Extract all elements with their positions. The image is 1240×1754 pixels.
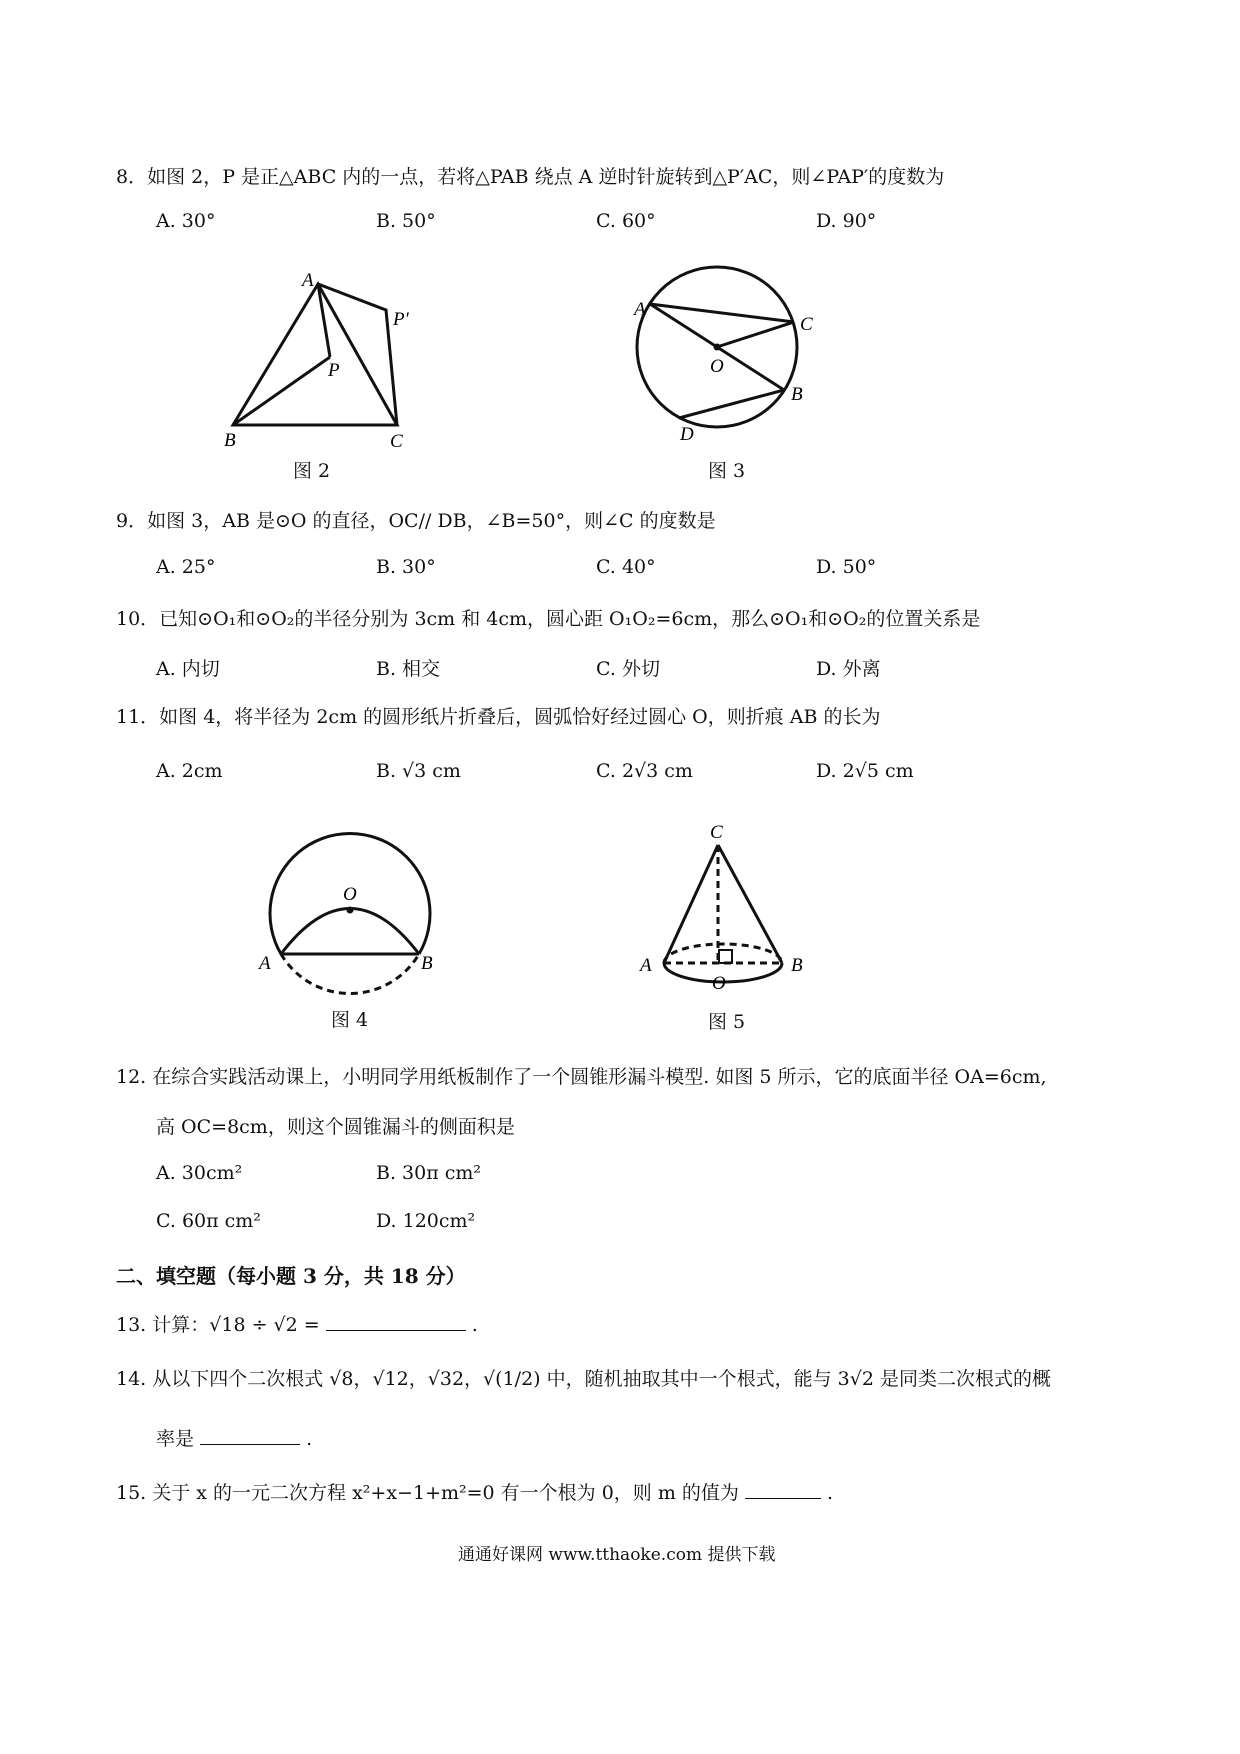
question-13: [116, 1310, 478, 1337]
segment-oc: [717, 322, 794, 347]
question-10-option-a: A. 内切: [156, 658, 220, 680]
figure-3-caption: 图 3: [708, 460, 746, 482]
fig2-label-b: B: [224, 430, 236, 451]
question-9-option-a: A. 25°: [156, 556, 216, 578]
footer-source: 通通好课网 www.tthaoke.com 提供下载: [458, 1545, 776, 1565]
question-12-option-d: D. 120cm²: [376, 1210, 476, 1232]
question-11-option-a: A. 2cm: [156, 760, 223, 782]
question-8-option-a: A. 30°: [156, 210, 216, 232]
figure-5-diagram: [664, 845, 782, 982]
segment-db: [679, 390, 784, 418]
question-11-option-b: B. √3 cm: [376, 760, 461, 782]
question-8-option-d: D. 90°: [816, 210, 877, 232]
figure-4-diagram: [270, 834, 430, 994]
fig2-label-p-prime: P′: [393, 309, 409, 330]
fig3-label-b: B: [791, 384, 803, 405]
fig4-label-o: O: [343, 884, 357, 905]
fig3-label-c: C: [800, 314, 813, 335]
question-13-period: .: [471, 1314, 478, 1336]
question-8-option-c: C. 60°: [596, 210, 656, 232]
right-angle-mark: [719, 950, 732, 963]
question-13-text: 13. 计算：√18 ÷ √2 =: [116, 1314, 320, 1336]
question-11-option-c: C. 2√3 cm: [596, 760, 693, 782]
center-dot-o: [714, 344, 721, 351]
question-14-answer-blank: [200, 1444, 300, 1445]
question-12-line-2: 高 OC=8cm，则这个圆锥漏斗的侧面积是: [156, 1116, 515, 1138]
question-14-period: .: [306, 1428, 313, 1450]
question-15: [116, 1478, 833, 1505]
fig3-label-o: O: [710, 356, 724, 377]
question-9-option-c: C. 40°: [596, 556, 656, 578]
question-11-text: 11．如图 4，将半径为 2cm 的圆形纸片折叠后，圆弧恰好经过圆心 O，则折痕 AB 的长为: [116, 706, 881, 728]
base-back-dashed: [664, 944, 782, 963]
fig5-label-o: O: [712, 973, 726, 994]
question-15-text: 15. 关于 x 的一元二次方程 x²+x−1+m²=0 有一个根为 0，则 m 的值为: [116, 1482, 739, 1504]
fig2-label-p: P: [328, 360, 340, 381]
question-8-text: 8．如图 2，P 是正△ABC 内的一点，若将△PAB 绕点 A 逆时针旋转到△P′AC，则∠PAP′的度数为: [116, 166, 945, 188]
fig4-center-dot: [347, 907, 354, 914]
question-9-option-d: D. 50°: [816, 556, 877, 578]
fig5-label-b: B: [791, 955, 803, 976]
figure-4-caption: 图 4: [331, 1009, 369, 1031]
question-13-answer-blank: [326, 1330, 466, 1331]
figure-5-caption: 图 5: [708, 1011, 746, 1033]
question-10-text: 10．已知⊙O₁和⊙O₂的半径分别为 3cm 和 4cm，圆心距 O₁O₂=6cm，那么⊙O₁和⊙O₂的位置关系是: [116, 608, 981, 630]
section-2-title: 二、填空题（每小题 3 分，共 18 分）: [116, 1264, 466, 1288]
segment-pb: [233, 357, 330, 425]
question-12-option-c: C. 60π cm²: [156, 1210, 261, 1232]
fig2-label-c: C: [390, 431, 403, 452]
circle-lower-arc-dashed: [281, 954, 419, 994]
question-14-text: 率是: [156, 1428, 195, 1450]
folded-arc: [281, 909, 419, 955]
fig3-label-d: D: [680, 424, 694, 445]
figure-2-diagram: [233, 284, 397, 425]
fig4-label-a: A: [259, 953, 271, 974]
figure-2-caption: 图 2: [293, 460, 331, 482]
fig2-label-a: A: [302, 270, 314, 291]
question-9-text: 9．如图 3，AB 是⊙O 的直径，OC// DB，∠B=50°，则∠C 的度数是: [116, 510, 716, 532]
question-11-option-d: D. 2√5 cm: [816, 760, 914, 782]
fig3-label-a: A: [634, 299, 646, 320]
question-9-option-b: B. 30°: [376, 556, 436, 578]
question-10-option-c: C. 外切: [596, 658, 660, 680]
slant-cb: [718, 845, 782, 963]
question-12-option-a: A. 30cm²: [156, 1162, 243, 1184]
question-15-period: .: [827, 1482, 834, 1504]
fig5-label-a: A: [640, 955, 652, 976]
question-12-line-1: 12. 在综合实践活动课上，小明同学用纸板制作了一个圆锥形漏斗模型. 如图 5 所示，它的底面半径 OA=6cm,: [116, 1066, 1047, 1088]
question-10-option-d: D. 外离: [816, 658, 881, 680]
question-15-answer-blank: [745, 1498, 821, 1499]
question-14-line-1: 14. 从以下四个二次根式 √8，√12，√32，√(1/2) 中，随机抽取其中一个根式，能与 3√2 是同类二次根式的概: [116, 1368, 1051, 1390]
question-10-option-b: B. 相交: [376, 658, 441, 680]
question-8-option-b: B. 50°: [376, 210, 436, 232]
question-14-line-2: [156, 1424, 312, 1451]
fig4-label-b: B: [421, 953, 433, 974]
question-12-option-b: B. 30π cm²: [376, 1162, 482, 1184]
fig5-label-c: C: [710, 822, 723, 843]
